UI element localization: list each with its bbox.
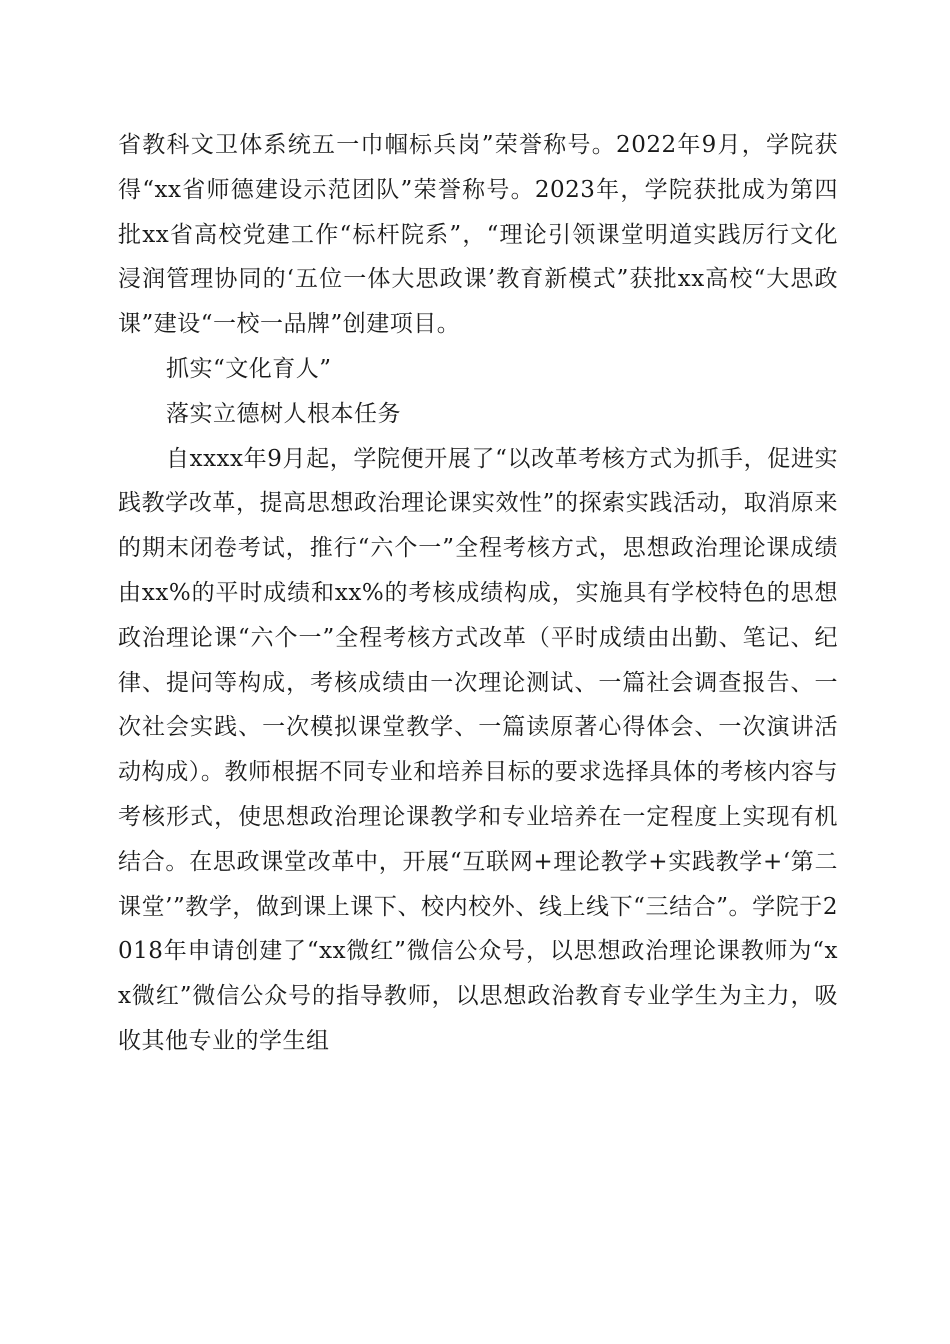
document-body: [118, 123, 838, 1064]
section-subheading-task: 落实立德树人根本任务: [166, 400, 401, 427]
section-heading-culture: 抓实“文化育人”: [166, 355, 332, 382]
paragraph-honors: 省教科文卫体系统五一巾帼标兵岗”荣誉称号。2022年9月，学院获得“xx省师德建设示范团队”荣誉称号。2023年，学院获批成为第四批xx省高校党建工作“标杆院系”，“理论引领课堂明道实践厉行文化浸润管理协同的‘五位一体大思政课’教育新模式”获批xx高校“大思政课”建设“一校一品牌”创建项目。: [118, 132, 838, 338]
paragraph-reform: 自xxxx年9月起，学院便开展了“以改革考核方式为抓手，促进实践教学改革，提高思想政治理论课实效性”的探索实践活动，取消原来的期末闭卷考试，推行“六个一”全程考核方式，思想政治理论课成绩由xx%的平时成绩和xx%的考核成绩构成，实施具有学校特色的思想政治理论课“六个一”全程考核方式改革（平时成绩由出勤、笔记、纪律、提问等构成，考核成绩由一次理论测试、一篇社会调查报告、一次社会实践、一次模拟课堂教学、一篇读原著心得体会、一次演讲活动构成）。教师根据不同专业和培养目标的要求选择具体的考核内容与考核形式，使思想政治理论课教学和专业培养在一定程度上实现有机结合。在思政课堂改革中，开展“互联网+理论教学+实践教学+‘第二课堂’”教学，做到课上课下、校内校外、线上线下“三结合”。学院于2018年申请创建了“xx微红”微信公众号，以思想政治理论课教师为“xx微红”微信公众号的指导教师，以思想政治教育专业学生为主力，吸收其他专业的学生组: [118, 445, 838, 1054]
